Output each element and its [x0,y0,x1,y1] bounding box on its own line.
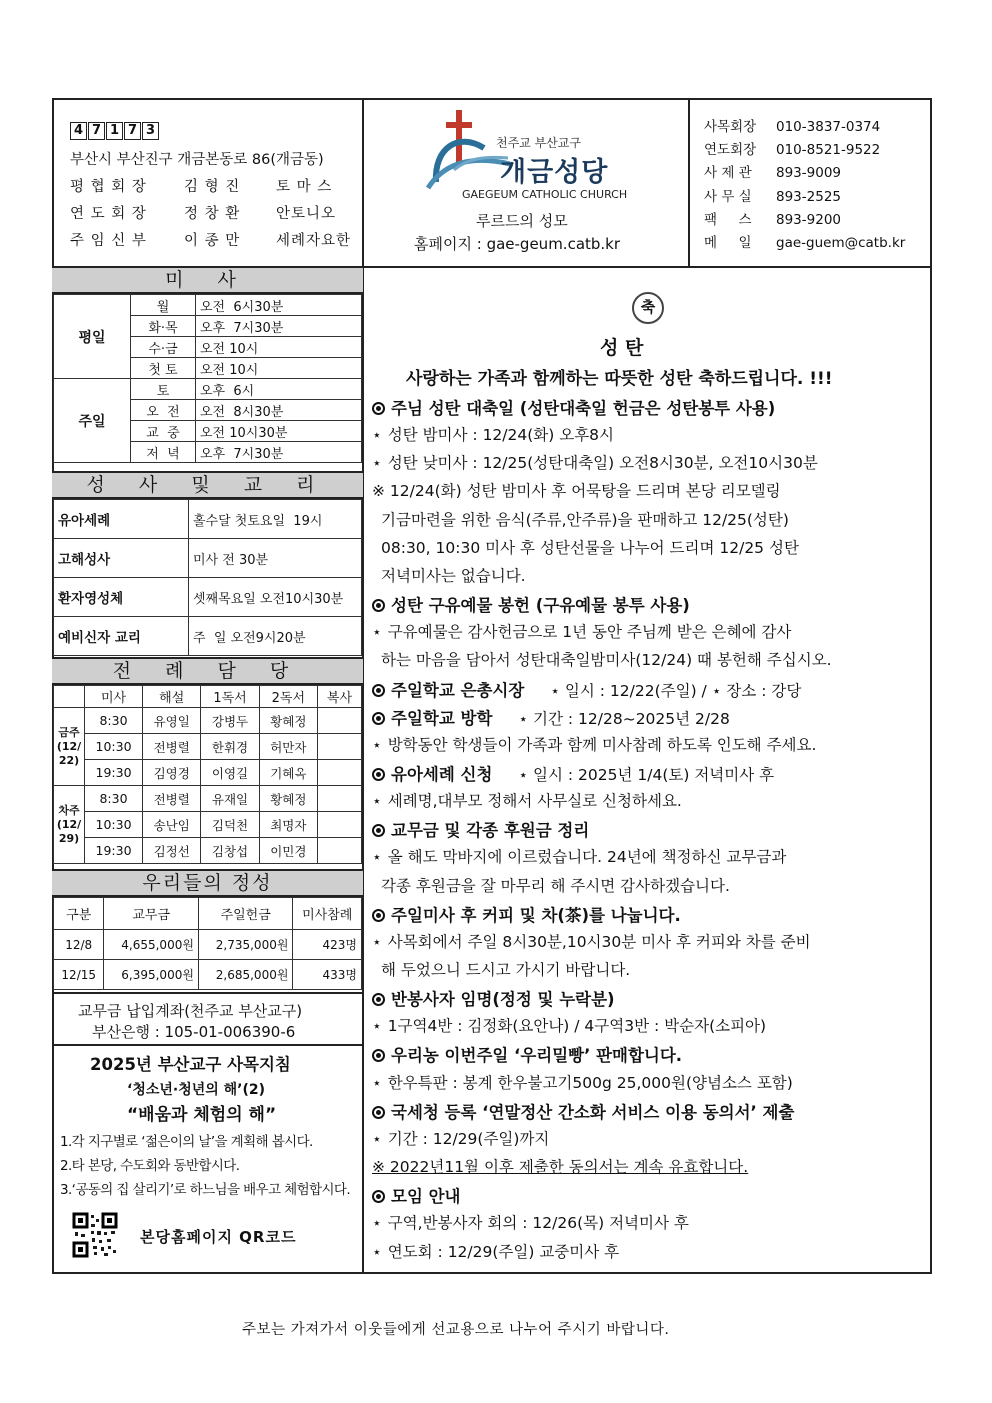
postal-digit: 1 [106,122,123,140]
sacrament-row [54,500,362,539]
mass-section-title: 미 사 [52,266,363,294]
bullet-star-icon: ⋆ [372,426,382,445]
notice-heading-detail: ⋆ 기간 : 12/28~2025년 2/28 [518,709,730,728]
notice-heading: 반봉사자 임명(정정 및 누락분) [391,990,615,1010]
liturgy-mass: 19:30 [85,760,143,786]
staff-row [70,175,332,196]
postal-digit: 7 [88,122,105,140]
postal-digit: 7 [124,122,141,140]
notice-line [381,958,630,980]
celebration-badge: 축 [632,292,664,324]
sacraments-section-title: 성 사 및 교 리 [52,471,363,499]
sacrament-name: 환자영성체 [54,578,189,617]
contact-label: 사 무 실 [704,188,752,205]
sacrament-time: 홀수달 첫토요일 19시 [189,500,362,539]
postal-code [70,122,159,140]
notice-detail: 해 두었으니 드시고 가시기 바랍니다. [381,961,631,979]
notice-line [372,733,816,755]
contact-value: 893-9009 [776,165,841,182]
notice-detail: 세례명,대부모 정해서 사무실로 신청하세요. [387,792,682,811]
bullet-star-icon: ⋆ [372,623,382,642]
notice-heading: 주일미사 후 커피 및 차(茶)를 나눕니다. [391,905,681,925]
offering-attendance: 433명 [293,960,362,990]
logo-english-name: GAEGEUM CATHOLIC CHURCH [462,188,628,201]
liturgy-server [317,838,361,864]
christmas-greeting: 사랑하는 가족과 함께하는 따뜻한 성탄 축하드립니다. !!! [406,369,833,389]
offering-dues: 6,395,000원 [104,960,199,990]
contact-label: 팩 스 [704,211,752,228]
logo-church-name: 개금성당 [500,157,609,188]
notice-detail: 하는 마음을 담아서 성탄대축일밤미사(12/24) 때 봉헌해 주십시오. [381,651,832,670]
liturgy-reading1: 김창섭 [201,838,259,864]
notice-detail: 성탄 낮미사 : 12/25(성탄대축일) 오전8시30분, 오전10시30분 [387,454,818,473]
sacrament-row [54,617,362,656]
notice-line [372,677,801,701]
notice-heading: 우리농 이번주일 ‘우리밀빵’ 판매합니다. [391,1046,683,1066]
offering-table [53,897,362,990]
sacrament-name: 예비신자 교리 [54,617,189,656]
sacraments-table [53,499,362,656]
notice-line [372,1155,748,1177]
bullet-circle-icon [372,909,385,922]
liturgy-header-row [54,686,362,708]
mass-time: 오전 8시30분 [196,400,362,421]
mass-day: 수·금 [131,337,196,358]
notice-detail: 각종 후원금을 잘 마무리 해 주시면 감사하겠습니다. [381,876,730,895]
offering-collection: 2,735,000원 [198,930,293,960]
notice-detail: 한우특판 : 봉계 한우불고기500g 25,000원(양념소스 포함) [387,1073,793,1092]
bullet-star-icon: ⋆ [372,1214,382,1233]
bullet-circle-icon [372,402,385,415]
notice-line [372,761,774,785]
offering-dues: 4,655,000원 [104,930,199,960]
notice-line [372,705,730,729]
liturgy-row [54,760,362,786]
mass-schedule-table [53,294,362,463]
notice-line [372,1099,794,1123]
liturgy-commentary: 송난임 [143,812,201,838]
pastoral-subtitle: ‘청소년·청년의 해’(2) [127,1082,266,1098]
bullet-circle-icon [372,824,385,837]
pastoral-item: 2.타 본당, 수도회와 동반합시다. [60,1158,240,1174]
notice-line [372,789,682,811]
bullet-circle-icon [372,1049,385,1062]
notice-line [381,508,789,530]
bullet-circle-icon [372,1106,385,1119]
mass-time: 오전 6시30분 [196,295,362,316]
mass-time: 오후 7시30분 [196,442,362,463]
contact-row [704,161,841,181]
notice-line [372,620,791,642]
offering-attendance: 423명 [293,930,362,960]
notice-detail: 기금마련을 위한 음식(주류,안주류)을 판매하고 12/25(성탄) [381,510,789,529]
notice-detail: 성탄 밤미사 : 12/24(화) 오후8시 [387,426,615,445]
notice-heading: 주일학교 방학 [391,708,493,728]
liturgy-reading2: 황혜정 [259,708,317,734]
staff-role: 연 도 회 장 [70,206,147,222]
notice-line [372,1240,619,1262]
mass-group-label: 주일 [54,379,131,463]
notice-line [372,1014,766,1036]
liturgy-row [54,734,362,760]
liturgy-commentary: 전병렬 [143,734,201,760]
pastoral-item: 3.‘공동의 집 살리기’로 하느님을 배우고 체험합시다. [60,1182,351,1198]
notice-heading-detail: ⋆ 일시 : 2025년 1/4(토) 저녁미사 후 [518,765,775,784]
notice-line [372,1071,793,1093]
mass-row [54,379,362,400]
liturgy-mass: 8:30 [85,708,143,734]
contact-value: 010-3837-0374 [776,119,881,135]
liturgy-server [317,734,361,760]
notice-line [372,1042,682,1066]
pastoral-item: 1.각 지구별로 ‘젊은이의 날’을 계획해 봅시다. [60,1134,313,1150]
liturgy-row [54,838,362,864]
notice-line [372,986,615,1010]
staff-name: 이 종 만 [184,233,241,249]
notice-heading: 모임 안내 [391,1187,461,1207]
contact-label: 사목회장 [704,119,757,135]
sacrament-time: 미사 전 30분 [189,539,362,578]
liturgy-mass: 8:30 [85,786,143,812]
bullet-star-icon: ⋆ [372,792,382,811]
liturgy-row [54,708,362,734]
liturgy-server [317,812,361,838]
mass-time: 오전 10시 [196,358,362,379]
bullet-star-icon: ⋆ [372,1129,382,1148]
offering-date: 12/8 [54,930,104,960]
offering-header: 미사참례 [293,898,362,930]
pastoral-title: 2025년 부산교구 사목지침 [90,1055,291,1074]
liturgy-commentary: 김영경 [143,760,201,786]
notice-detail: 올 해도 막바지에 이르렀습니다. 24년에 책정하신 교무금과 [387,848,787,867]
notice-line [372,423,614,445]
notice-line [372,479,781,501]
liturgy-reading2: 기혜옥 [259,760,317,786]
staff-baptismal-name: 안토니오 [276,206,337,222]
notice-heading: 유아세례 신청 [391,764,493,784]
bullet-circle-icon [372,1190,385,1203]
liturgy-table [53,685,362,864]
offering-header: 주일헌금 [198,898,293,930]
offering-header: 구분 [54,898,104,930]
liturgy-reading1: 유재일 [201,786,259,812]
staff-role: 평 협 회 장 [70,179,147,195]
notice-note: ※ 2022년11월 이후 제출한 동의서는 계속 유효합니다. [372,1158,749,1177]
bullet-circle-icon [372,712,385,725]
mass-day: 토 [131,379,196,400]
liturgy-mass: 10:30 [85,812,143,838]
notice-detail: 08:30, 10:30 미사 후 성탄선물을 나누어 드리며 12/25 성탄 [381,538,799,557]
offering-collection: 2,685,000원 [198,960,293,990]
liturgy-reading1: 이영길 [201,760,259,786]
liturgy-mass: 19:30 [85,838,143,864]
offering-header: 교무금 [104,898,199,930]
notice-detail: 연도회 : 12/29(주일) 교중미사 후 [387,1242,620,1261]
offering-row [54,960,362,990]
bullet-star-icon: ⋆ [372,1242,382,1261]
staff-baptismal-name: 세례자요한 [276,233,352,249]
pastoral-motto: “배움과 체험의 해” [127,1105,277,1125]
staff-baptismal-name: 토 마 스 [276,179,333,195]
notice-heading: 성탄 구유예물 봉헌 (구유예물 봉투 사용) [391,596,690,616]
liturgy-row [54,786,362,812]
staff-row [70,202,336,223]
liturgy-week-label: 차주(12/29) [54,786,85,864]
liturgy-row [54,812,362,838]
notice-line [372,817,589,841]
notice-line [372,1211,689,1233]
staff-name: 김 형 진 [184,179,241,195]
notice-detail: 저녁미사는 없습니다. [381,566,526,585]
contact-value: 010-8521-9522 [776,142,881,159]
liturgy-reading1: 김덕천 [201,812,259,838]
offering-row [54,930,362,960]
sacrament-row [54,539,362,578]
homepage [414,233,620,254]
notice-line [381,648,832,670]
patron-saint: 루르드의 성모 [476,212,568,230]
liturgy-commentary: 김정선 [143,838,201,864]
liturgy-server [317,786,361,812]
liturgy-reading1: 강병두 [201,708,259,734]
notice-heading: 교무금 및 각종 후원금 정리 [391,821,590,841]
bullet-circle-icon [372,599,385,612]
bullet-star-icon: ⋆ [372,848,382,867]
liturgy-reading2: 황혜정 [259,786,317,812]
sacrament-name: 유아세례 [54,500,189,539]
liturgy-server [317,760,361,786]
liturgy-reading2: 이민경 [259,838,317,864]
bullet-star-icon: ⋆ [372,932,382,951]
homepage-label: 홈페이지 : [414,235,482,253]
mass-group-label: 평일 [54,295,131,379]
liturgy-reading2: 최명자 [259,812,317,838]
notice-title: 성 탄 [600,337,644,359]
contact-row [704,138,880,158]
mass-day: 월 [131,295,196,316]
notice-detail: 1구역4반 : 김정화(요안나) / 4구역3반 : 박순자(소피아) [387,1017,767,1036]
notice-detail: 기간 : 12/29(주일)까지 [387,1129,550,1148]
contact-value: 893-2525 [776,188,841,205]
mass-time: 오후 7시30분 [196,316,362,337]
notice-line [372,1127,549,1149]
sacrament-name: 고해성사 [54,539,189,578]
liturgy-section-title: 전 례 담 당 [52,657,363,685]
postal-digit: 3 [142,122,159,140]
contact-label: 사 제 관 [704,165,752,182]
liturgy-commentary: 전병렬 [143,786,201,812]
mass-day: 첫 토 [131,358,196,379]
mass-row [54,295,362,316]
liturgy-header: 복사 [317,686,361,708]
liturgy-week-label: 금주(12/22) [54,708,85,786]
notice-heading-detail: ⋆ 일시 : 12/22(주일) / ⋆ 장소 : 강당 [550,681,802,700]
sacrament-row [54,578,362,617]
account-title: 교무금 납입계좌(천주교 부산교구) [78,1002,303,1020]
notice-line [372,930,811,952]
notice-line [372,845,786,867]
homepage-url[interactable]: gae-geum.catb.kr [486,235,621,253]
qr-code-label: 본당홈페이지 QR코드 [140,1228,297,1246]
mass-day: 교 중 [131,421,196,442]
account-number: 부산은행 : 105-01-006390-6 [92,1023,296,1041]
notice-heading: 주님 성탄 대축일 (성탄대축일 헌금은 성탄봉투 사용) [391,399,776,418]
offering-date: 12/15 [54,960,104,990]
bullet-star-icon: ⋆ [372,1073,382,1092]
liturgy-reading1: 한휘경 [201,734,259,760]
notice-line [372,1183,461,1207]
notice-line [381,874,730,896]
notice-detail: 구역,반봉사자 회의 : 12/26(목) 저녁미사 후 [387,1214,689,1233]
mass-day: 오 전 [131,400,196,421]
sacrament-time: 셋째목요일 오전10시30분 [189,578,362,617]
contact-row [704,115,880,135]
contact-value: gae-guem@catb.kr [776,235,906,251]
sacrament-time: 주 일 오전9시20분 [189,617,362,656]
bullet-star-icon: ⋆ [372,735,382,754]
notice-line [372,592,690,616]
logo-diocese: 천주교 부산교구 [496,136,581,150]
staff-role: 주 임 신 부 [70,233,147,249]
mass-day: 저 녁 [131,442,196,463]
contact-row [704,185,841,205]
staff-name: 정 창 환 [184,206,241,222]
notice-heading: 국세청 등록 ‘연말정산 간소화 서비스 이용 동의서’ 제출 [391,1102,795,1122]
contact-value: 893-9200 [776,211,841,228]
liturgy-server [317,708,361,734]
liturgy-reading2: 허만자 [259,734,317,760]
notice-detail: 방학동안 학생들이 가족과 함께 미사참례 하도록 인도해 주세요. [387,735,817,754]
mass-time: 오후 6시 [196,379,362,400]
notice-heading: 주일학교 은총시장 [391,680,525,700]
postal-digit: 4 [70,122,87,140]
bullet-star-icon: ⋆ [372,454,382,473]
notice-line [381,536,799,558]
notice-line [372,451,818,473]
notice-line [372,902,681,926]
contact-row [704,208,841,228]
liturgy-header: 미사 [85,686,143,708]
liturgy-header: 해설 [143,686,201,708]
mass-time: 오전 10시30분 [196,421,362,442]
staff-row [70,229,351,250]
bullet-circle-icon [372,768,385,781]
contact-label: 연도회장 [704,142,757,159]
qr-code-icon[interactable] [72,1212,118,1258]
liturgy-commentary: 유영일 [143,708,201,734]
bullet-circle-icon [372,993,385,1006]
bullet-circle-icon [372,684,385,697]
notice-note: ※ 12/24(화) 성탄 밤미사 후 어묵탕을 드리며 본당 리모델링 [372,482,781,501]
notice-detail: 구유예물은 감사헌금으로 1년 동안 주님께 받은 은혜에 감사 [387,623,792,642]
liturgy-header: 1독서 [201,686,259,708]
liturgy-header: 2독서 [259,686,317,708]
church-address: 부산시 부산진구 개금본동로 86(개금동) [70,152,324,168]
notice-detail: 사목회에서 주일 8시30분,10시30분 미사 후 커피와 차를 준비 [387,932,811,951]
contact-row [704,231,905,251]
contact-label: 메 일 [704,235,752,251]
notice-line [381,564,526,586]
bullet-star-icon: ⋆ [372,1017,382,1036]
footer-note: 주보는 가져가서 이웃들에게 선교용으로 나누어 주시기 바랍니다. [242,1322,670,1338]
offering-section-title: 우리들의 정성 [52,869,363,897]
mass-day: 화·목 [131,316,196,337]
offering-header-row [54,898,362,930]
mass-time: 오전 10시 [196,337,362,358]
header-right-divider [688,98,690,267]
liturgy-mass: 10:30 [85,734,143,760]
notice-line [372,395,775,419]
